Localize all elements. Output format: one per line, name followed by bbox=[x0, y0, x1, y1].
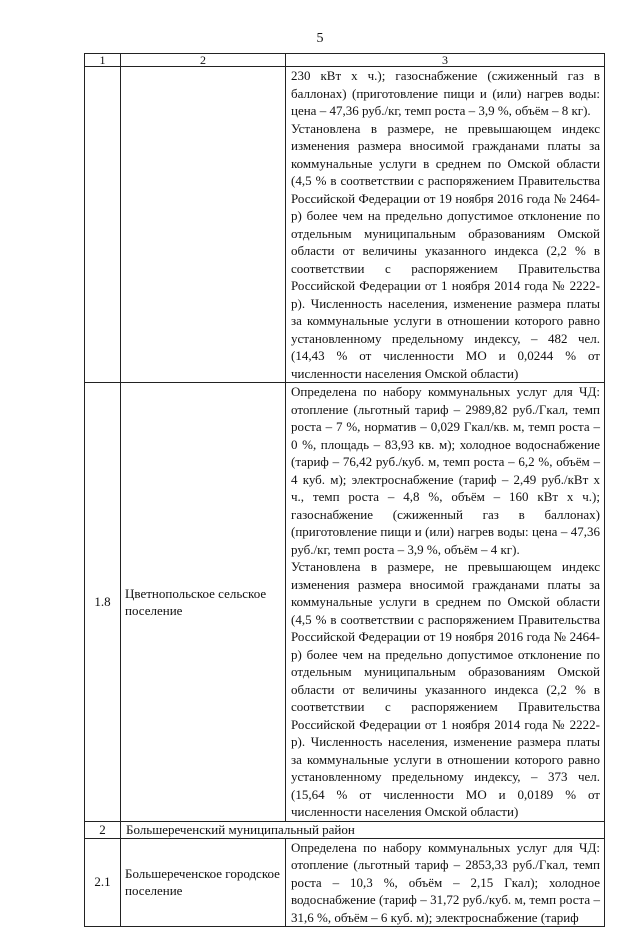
row-number: 1.8 bbox=[85, 383, 121, 822]
table-row bbox=[85, 383, 605, 822]
description-paragraph: Установлена в размере, не превышающем индекс изменения размера вносимой гражданами платы за коммунальные услуги в среднем по Омской области (4,5 % в соответствии с распоряжением Правительства Российской Федерации от 19 ноября 2016 года № 2464-р) более чем на предельно допустимое отклонение по отдельным муниципальным образованиям Омской области от величины указанного индекса (2,2 % в соответствии с распоряжением Правительства Российской Федерации от 1 ноября 2014 года № 2222-р). Численность населения, изменение размера платы за коммунальные услуги в отношении которого равно установленному предельному индексу, – 373 чел. (15,64 % от численности МО и 0,0189 % от численности населения Омской области) bbox=[291, 559, 600, 819]
row-number: 2 bbox=[85, 821, 121, 838]
row-description bbox=[286, 67, 605, 383]
municipality-name: Цветнопольское сельское поселение bbox=[121, 383, 286, 822]
tariff-table bbox=[84, 53, 605, 927]
table-header-row bbox=[85, 54, 605, 67]
header-col-3: 3 bbox=[286, 54, 605, 67]
header-col-2: 2 bbox=[121, 54, 286, 67]
municipality-name bbox=[121, 67, 286, 383]
row-number bbox=[85, 67, 121, 383]
description-paragraph: Установлена в размере, не превышающем индекс изменения размера вносимой гражданами платы за коммунальные услуги в среднем по Омской области (4,5 % в соответствии с распоряжением Правительства Российской Федерации от 19 ноября 2016 года № 2464-р) более чем на предельно допустимое отклонение по отдельным муниципальным образованиям Омской области от величины указанного индекса (2,2 % в соответствии с распоряжением Правительства Российской Федерации от 1 ноября 2014 года № 2222-р). Численность населения, изменение размера платы за коммунальные услуги в отношении которого равно установленному предельному индексу, – 482 чел. (14,43 % от численности МО и 0,0244 % от численности населения Омской области) bbox=[291, 120, 600, 381]
description-paragraph: 230 кВт х ч.); газоснабжение (сжиженный газ в баллонах) (приготовление пищи и (или) нагрев воды: цена – 47,36 руб./кг, темп роста – 3,9 %, объём – 8 кг). bbox=[291, 68, 600, 118]
municipality-name: Большереченское городское поселение bbox=[121, 838, 286, 927]
row-description bbox=[286, 383, 605, 822]
header-col-1: 1 bbox=[85, 54, 121, 67]
table-row bbox=[85, 838, 605, 927]
row-description bbox=[286, 838, 605, 927]
table-row bbox=[85, 67, 605, 383]
description-paragraph: Определена по набору коммунальных услуг для ЧД: отопление (льготный тариф – 2989,82 руб./Гкал, темп роста – 7 %, норматив – 0,029 Гкал/кв. м, темп роста – 0 %, площадь – 83,93 кв. м); холодное водоснабжение (тариф – 76,42 руб./куб. м, темп роста – 6,2 %, объём – 4 куб. м); электроснабжение (тариф – 2,49 руб./кВт х ч., темп роста – 4,8 %, объём – 160 кВт х ч.); газоснабжение (сжиженный газ в баллонах) (приготовление пищи и (или) нагрев воды: цена – 47,36 руб./кг, темп роста – 3,9 %, объём – 4 кг). bbox=[291, 384, 600, 557]
district-row bbox=[85, 821, 605, 838]
description-paragraph: Определена по набору коммунальных услуг для ЧД: отопление (льготный тариф – 2853,33 руб./Гкал, темп роста – 10,3 %, объём – 2,15 Гкал); холодное водоснабжение (тариф – 31,72 руб./куб. м, темп роста – 31,6 %, объём – 6 куб. м); электроснабжение (тариф bbox=[291, 839, 600, 925]
district-name: Большереченский муниципальный район bbox=[121, 821, 605, 838]
page-number: 5 bbox=[316, 31, 324, 46]
row-number: 2.1 bbox=[85, 838, 121, 927]
